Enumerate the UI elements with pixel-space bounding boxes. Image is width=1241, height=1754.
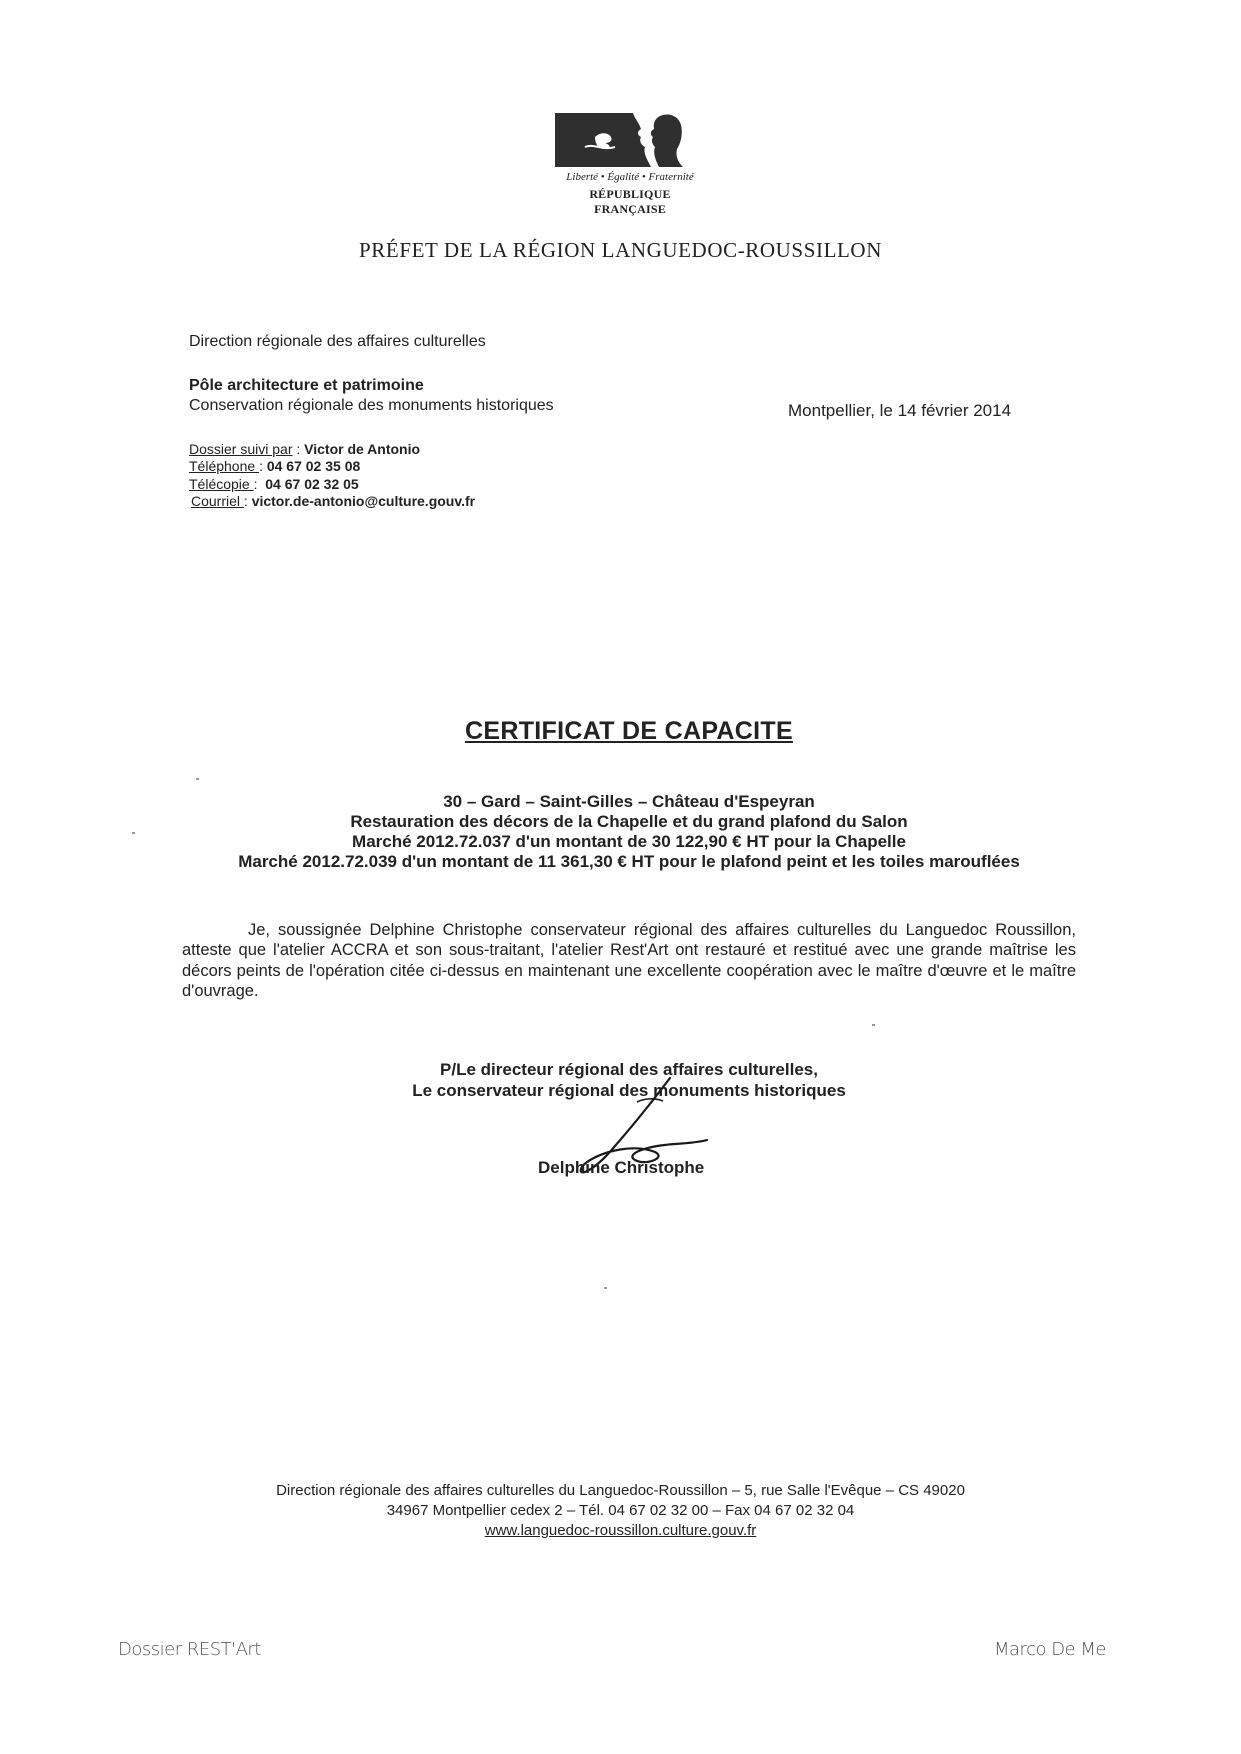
- signatory-name: Delphine Christophe: [538, 1158, 705, 1177]
- scan-speck: [196, 778, 199, 780]
- scan-speck: [872, 1024, 875, 1026]
- sender-conservation: Conservation régionale des monuments historiques: [189, 397, 554, 414]
- dossier-label: Dossier suivi par: [189, 441, 293, 457]
- marianne-icon: [555, 113, 705, 167]
- contact-mail: Courriel : victor.de-antonio@culture.gouv.fr: [191, 493, 476, 509]
- dossier-footer-label: Dossier REST'Art: [118, 1639, 261, 1660]
- subject-line-1: 30 – Gard – Saint-Gilles – Château d'Espeyran: [443, 792, 815, 811]
- dossier-value: Victor de Antonio: [304, 441, 421, 457]
- logo-republique: RÉPUBLIQUE FRANÇAISE: [589, 187, 671, 216]
- fax-value: 04 67 02 32 05: [265, 476, 359, 492]
- body-paragraph: Je, soussignée Delphine Christophe conservateur régional des affaires culturelles du Languedoc Roussillon, atteste que l'atelier ACCRA et son sous-traitant, l'atelier Rest'Art ont restauré et restitué avec une grande maîtrise les décors peints de l'opération citée ci-dessus en maintenant une excellente coopération avec le maître d'œuvre et le maître d'ouvrage.: [182, 921, 1076, 1000]
- telephone-value: 04 67 02 35 08: [266, 458, 361, 474]
- signature-line-1: P/Le directeur régional des affaires culturelles,: [440, 1060, 818, 1079]
- subject-line-4: Marché 2012.72.039 d'un montant de 11 361,30 € HT pour le plafond peint et les toiles marouflées: [238, 852, 1020, 871]
- telephone-label: Téléphone: [189, 458, 260, 474]
- scan-speck: [132, 832, 135, 834]
- mail-label: Courriel: [191, 493, 244, 509]
- republique-logo: [555, 113, 705, 216]
- scan-speck: [604, 1287, 607, 1289]
- letter-footer: [0, 1481, 1241, 1541]
- fax-label: Télécopie: [189, 476, 254, 492]
- footer-url[interactable]: www.languedoc-roussillon.culture.gouv.fr: [484, 1522, 757, 1539]
- certificate-title: CERTIFICAT DE CAPACITE: [465, 717, 793, 745]
- contact-telephone: Téléphone : 04 67 02 35 08: [189, 458, 361, 474]
- mail-value[interactable]: victor.de-antonio@culture.gouv.fr: [251, 493, 476, 509]
- sender-direction: Direction régionale des affaires culturelles: [189, 333, 486, 350]
- signature-line-2: Le conservateur régional des monuments historiques: [412, 1081, 846, 1100]
- footer-line-1: Direction régionale des affaires culturelles du Languedoc-Roussillon – 5, rue Salle l'Evêque – CS 49020: [276, 1482, 965, 1499]
- subject-line-2: Restauration des décors de la Chapelle et du grand plafond du Salon: [350, 812, 908, 831]
- footer-line-2: 34967 Montpellier cedex 2 – Tél. 04 67 02 32 00 – Fax 04 67 02 32 04: [386, 1502, 855, 1519]
- subject-line-3: Marché 2012.72.037 d'un montant de 30 122,90 € HT pour la Chapelle: [352, 832, 906, 851]
- contact-fax: Télécopie : 04 67 02 32 05: [189, 476, 359, 492]
- contact-dossier: Dossier suivi par : Victor de Antonio: [189, 441, 421, 457]
- subject-block: [0, 792, 1241, 872]
- sender-pole: Pôle architecture et patrimoine: [189, 377, 424, 394]
- letter-date: Montpellier, le 14 février 2014: [788, 401, 1012, 420]
- author-footer-label: Marco De Me: [994, 1639, 1106, 1660]
- prefet-heading: PRÉFET DE LA RÉGION LANGUEDOC-ROUSSILLON: [359, 238, 882, 262]
- certificate-body: [182, 920, 1076, 1001]
- logo-motto: Liberté • Égalité • Fraternité: [566, 171, 694, 183]
